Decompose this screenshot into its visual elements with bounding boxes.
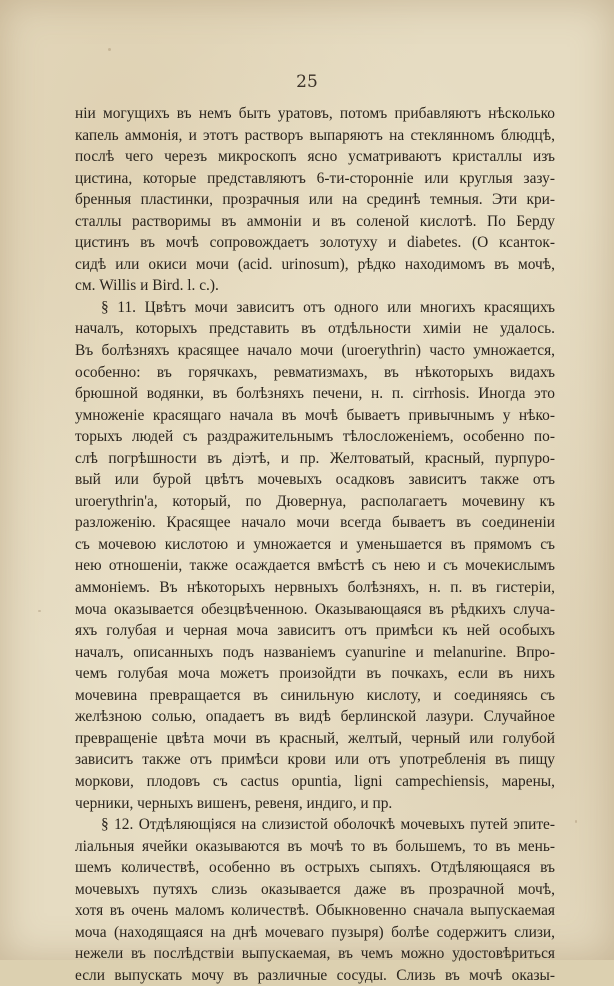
text-line: § 12. Отдѣляющіяся на слизистой оболочкѣ мочевыхъ путей эпите- xyxy=(101,816,555,834)
text-line: аммоніемъ. Въ нѣкоторыхъ нервныхъ болѣзняхъ, н. п. въ гистеріи, xyxy=(75,579,555,597)
text-line: § 11. Цвѣтъ мочи зависитъ отъ одного или многихъ красящихъ xyxy=(101,298,555,316)
text-line: моча (находящаяся на днѣ мочеваго пузыря) болѣе содержитъ слизи, xyxy=(75,923,555,941)
text-line: слѣ погрѣшности въ діэтѣ, и пр. Желтоватый, красный, пурпуро- xyxy=(75,449,555,467)
paper-speck xyxy=(520,140,522,142)
text-line: шемъ количествѣ, особенно въ острыхъ сыпяхъ. Отдѣляющаяся въ xyxy=(75,859,555,877)
text-line: цистина, которые представляютъ 6-ти-сторонніе или круглыя зазу- xyxy=(75,169,555,187)
text-line: моча оказывается обезцвѣченною. Оказывающаяся въ рѣдкихъ случа- xyxy=(75,600,555,618)
text-line: послѣ чего черезъ микроскопъ ясно усматриваютъ кристаллы изъ xyxy=(75,148,555,166)
text-line: желѣзною солью, опадаетъ въ видѣ берлинской лазури. Случайное xyxy=(75,708,555,726)
text-line: чемъ голубая моча можетъ произойдти въ почкахъ, если въ нихъ xyxy=(75,665,555,683)
text-line: нею отношеніи, также осаждается вмѣстѣ съ нею и съ мочекислымъ xyxy=(75,557,555,575)
text-line: если выпускать мочу въ различные сосуды. Слизь въ мочѣ оказы- xyxy=(75,966,555,984)
text-line: капель аммонія, и этотъ растворъ выпаряютъ на стеклянномъ блюдцѣ, xyxy=(75,126,555,144)
text-line: разложенію. Красящее начало мочи всегда бываетъ въ соединеніи xyxy=(75,514,555,532)
text-line: вый или бурой цвѣтъ мочевыхъ осадковъ зависитъ также отъ xyxy=(75,471,555,489)
text-line: Въ болѣзняхъ красящее начало мочи (uroerythrin) часто умножается, xyxy=(75,342,555,360)
text-line: яхъ голубая и черная моча зависитъ отъ примѣси къ ней особыхъ xyxy=(75,622,555,640)
text-line: брюшной водянки, въ болѣзняхъ печени, н. п. cirrhosis. Иногда это xyxy=(75,385,555,403)
text-line: бренныя пластинки, прозрачныя или на срединѣ темныя. Эти кри- xyxy=(75,191,555,209)
text-line: см. Willis и Bird. l. c.). xyxy=(75,277,219,295)
text-line: началъ, описанныхъ подъ названіемъ cyanurine и melanurine. Впро- xyxy=(75,643,555,661)
text-line: ніи могущихъ въ немъ быть уратовъ, потомъ прибавляютъ нѣсколько xyxy=(75,105,555,122)
page-body-text xyxy=(75,103,555,986)
text-line: нежели въ послѣдствіи выпускаемая, въ чемъ можно удостовѣриться xyxy=(75,945,555,963)
paper-speck xyxy=(575,820,577,823)
text-line: ліальныя ячейки оказываются въ мочѣ то въ большемъ, то въ мень- xyxy=(75,837,555,855)
text-line: съ мочевою кислотою и умножается и уменьшается въ прямомъ съ xyxy=(75,535,555,553)
paper-speck xyxy=(300,930,303,933)
text-line: сидѣ или окиси мочи (acid. urinosum), рѣдко находимомъ въ мочѣ, xyxy=(75,255,555,273)
text-line: мочевыхъ путяхъ слизь оказывается даже въ прозрачной мочѣ, xyxy=(75,880,555,898)
text-line: мочевина превращается въ синильную кислоту, и соединяясь съ xyxy=(75,686,555,704)
text-line: моркови, плодовъ съ cactus opuntia, ligni campechiensis, марены, xyxy=(75,772,555,790)
paper-speck xyxy=(108,48,111,51)
text-line: зависитъ также отъ примѣси крови или отъ употребленія въ пищу xyxy=(75,751,555,769)
text-line: сталлы растворимы въ аммоніи и въ соленой кислотѣ. По Берду xyxy=(75,212,555,230)
text-line: особенно: въ горячкахъ, ревматизмахъ, въ нѣкоторыхъ видахъ xyxy=(75,363,555,381)
text-line: цистинъ въ мочѣ сопровождаетъ золотуху и diabetes. (О ксанток- xyxy=(75,234,555,252)
text-line: хотя въ очень маломъ количествѣ. Обыкновенно сначала выпускаемая xyxy=(75,902,555,920)
text-line: началъ, которыхъ представить въ отдѣльности химіи не удалось. xyxy=(75,320,555,338)
paper-speck xyxy=(38,610,41,612)
text-line: торыхъ людей съ раздражительнымъ тѣлосложеніемъ, особенно по- xyxy=(75,428,555,446)
text-line: превращеніе цвѣта мочи въ красный, желтый, черный или голубой xyxy=(75,729,555,747)
text-line: умноженіе красящаго начала въ мочѣ бываетъ привычнымъ у нѣко- xyxy=(75,406,555,424)
text-line: черники, черныхъ вишенъ, ревеня, индиго, и пр. xyxy=(75,794,393,812)
text-line: uroerythrin'a, который, по Дювернуа, располагаетъ мочевину къ xyxy=(75,492,555,510)
page-number: 25 xyxy=(296,72,318,92)
